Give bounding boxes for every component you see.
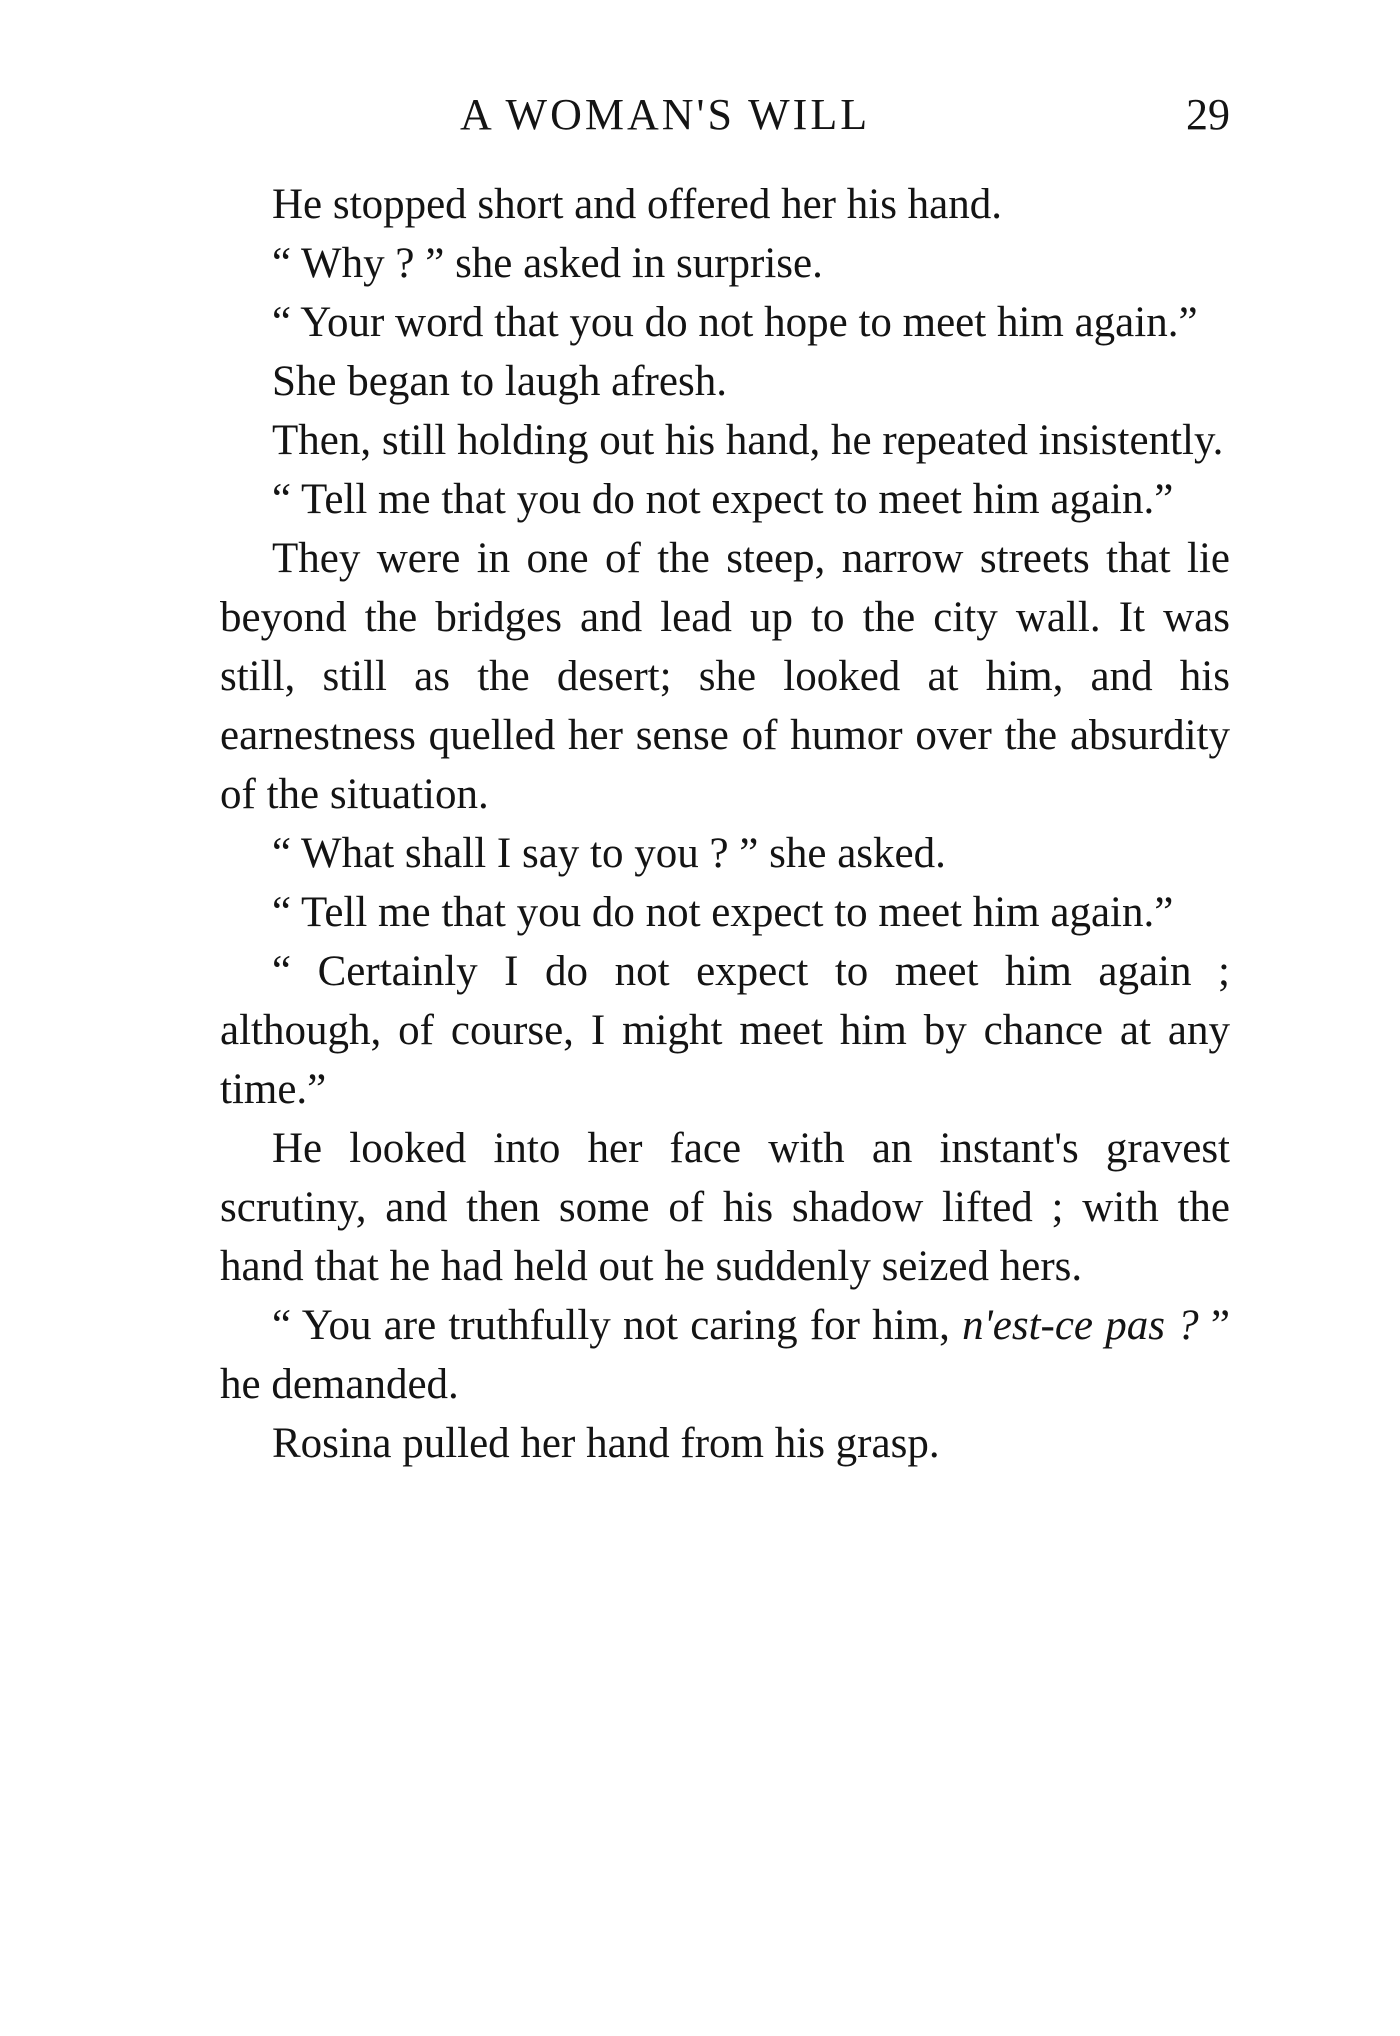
paragraph: “ Tell me that you do not expect to meet him again.” [272, 476, 1174, 523]
italic-french-phrase: n'est-ce pas ? [962, 1302, 1199, 1349]
paragraph-text-after: ” he demanded. [220, 1302, 1230, 1408]
paragraph-text-before: “ You are truthfully not caring for him, [272, 1302, 963, 1349]
paragraph: He looked into her face with an instant's gravest scrutiny, and then some of his shadow lifted ; with the hand that he had held out he suddenly seized hers. [220, 1125, 1230, 1290]
body-text [220, 175, 1230, 1473]
paragraph: “ What shall I say to you ? ” she asked. [272, 830, 946, 877]
page-number: 29 [1186, 90, 1230, 139]
paragraph: Then, still holding out his hand, he repeated insistently. [272, 417, 1224, 464]
paragraph: “ Certainly I do not expect to meet him again ; although, of course, I might meet him by chance at any time.” [220, 948, 1230, 1113]
paragraph: Rosina pulled her hand from his grasp. [272, 1420, 940, 1467]
paragraph: “ Your word that you do not hope to meet him again.” [272, 299, 1198, 346]
paragraph: “ Why ? ” she asked in surprise. [272, 240, 823, 287]
paragraph: They were in one of the steep, narrow streets that lie beyond the bridges and lead up to the city wall. It was still, still as the desert; she looked at him, and his earnestness quelled her sense of humor over the absurdity of the situation. [220, 535, 1230, 818]
paragraph: He stopped short and offered her his hand. [272, 181, 1003, 228]
paragraph: “ Tell me that you do not expect to meet him again.” [272, 889, 1174, 936]
paragraph: She began to laugh afresh. [272, 358, 727, 405]
running-title: A WOMAN'S WILL [460, 90, 871, 139]
running-head [220, 80, 1230, 150]
paragraph-with-italic [220, 1296, 1230, 1414]
